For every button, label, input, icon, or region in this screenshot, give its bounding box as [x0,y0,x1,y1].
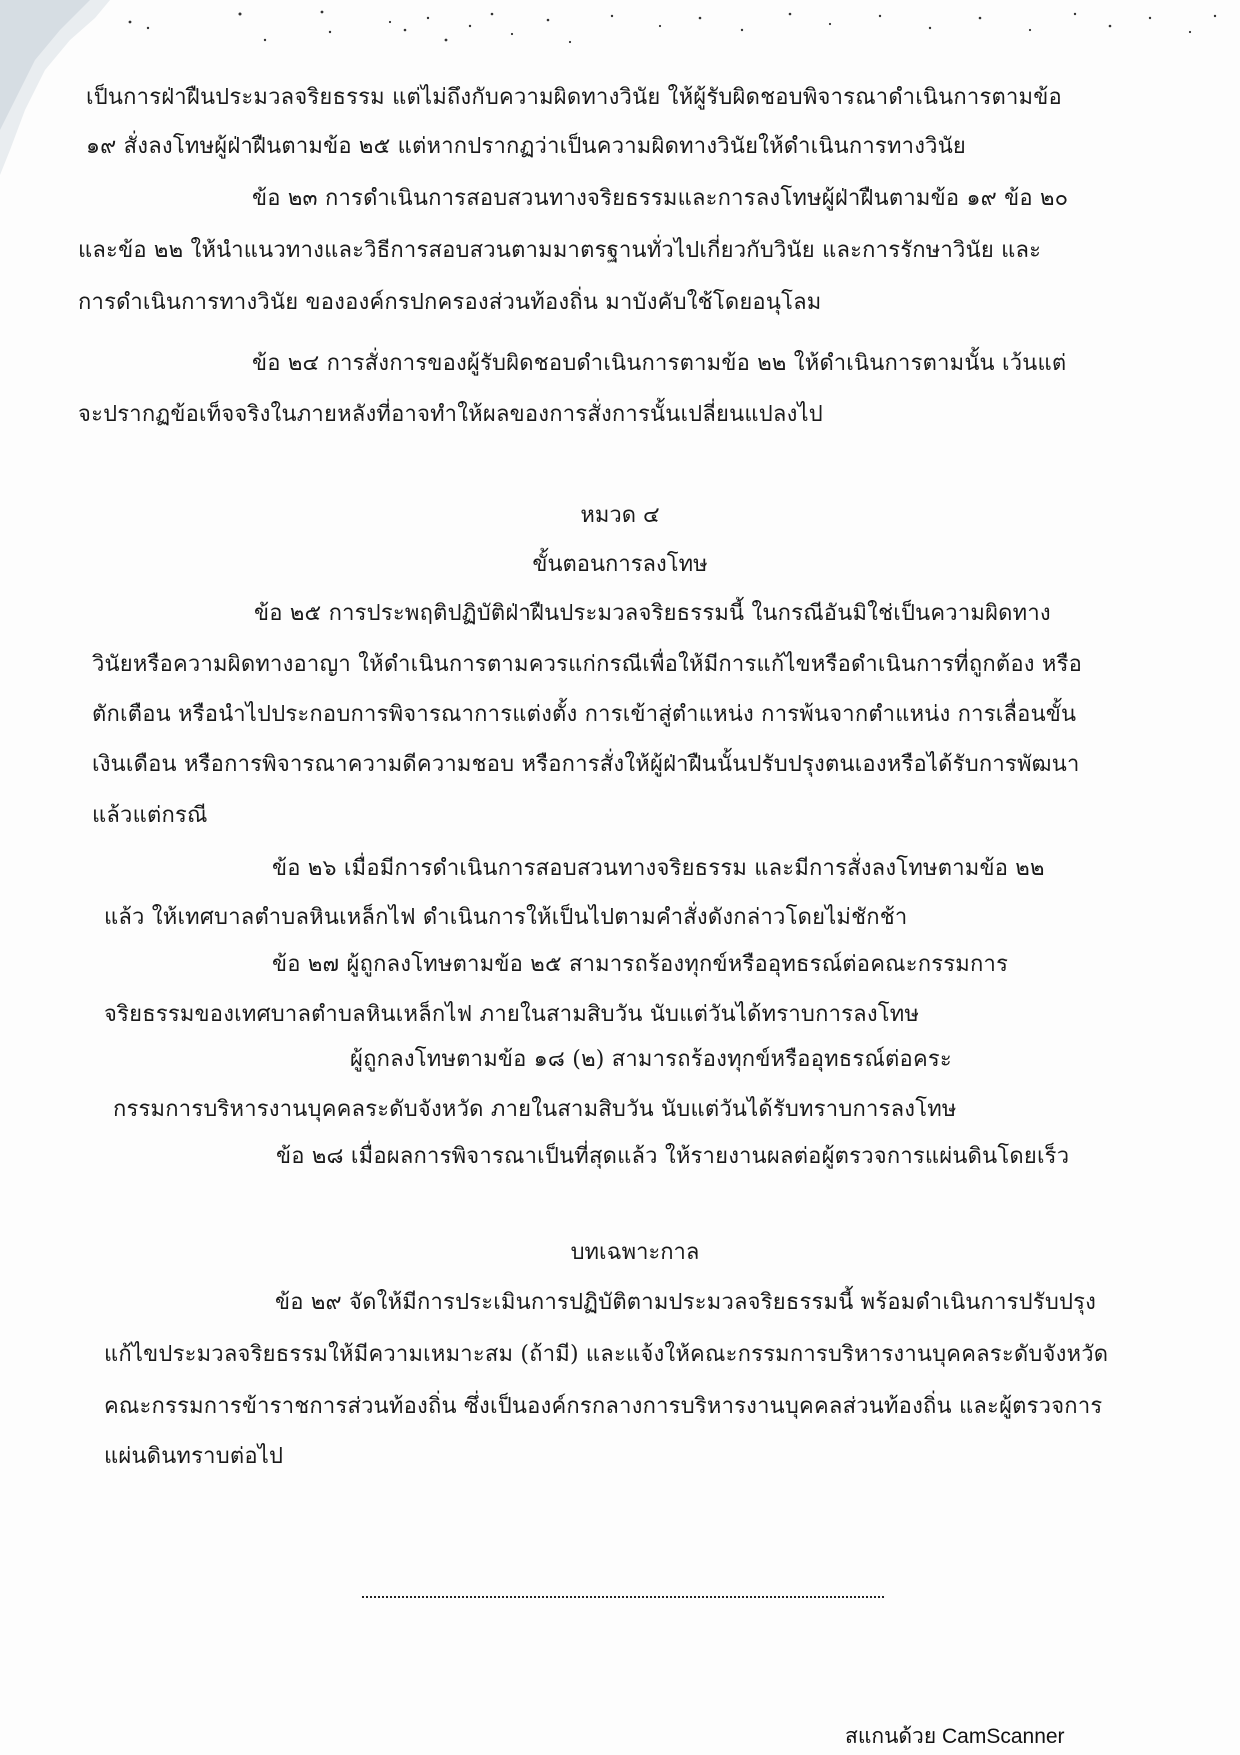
body-line: การดำเนินการทางวินัย ขององค์กรปกครองส่วนท้องถิ่น มาบังคับใช้โดยอนุโลม [78,290,822,315]
body-line: กรรมการบริหารงานบุคคลระดับจังหวัด ภายในสามสิบวัน นับแต่วันได้รับทราบการลงโทษ [113,1097,957,1122]
body-line: ข้อ ๒๘ เมื่อผลการพิจารณาเป็นที่สุดแล้ว ให้รายงานผลต่อผู้ตรวจการแผ่นดินโดยเร็ว [276,1144,1070,1169]
body-line: ข้อ ๒๓ การดำเนินการสอบสวนทางจริยธรรมและการลงโทษผู้ฝ่าฝืนตามข้อ ๑๙ ข้อ ๒๐ [252,186,1069,211]
transitional-heading: บทเฉพาะกาล [570,1240,700,1265]
body-line: วินัยหรือความผิดทางอาญา ให้ดำเนินการตามควรแก่กรณีเพื่อให้มีการแก้ไขหรือดำเนินการที่ถูกต้อง หรือ [92,652,1083,677]
body-line: ข้อ ๒๔ การสั่งการของผู้รับผิดชอบดำเนินการตามข้อ ๒๒ ให้ดำเนินการตามนั้น เว้นแต่ [252,351,1067,376]
body-line: จริยธรรมของเทศบาลตำบลหินเหล็กไฟ ภายในสามสิบวัน นับแต่วันได้ทราบการลงโทษ [104,1002,920,1027]
body-line: ตักเตือน หรือนำไปประกอบการพิจารณาการแต่งตั้ง การเข้าสู่ตำแหน่ง การพ้นจากตำแหน่ง การเลื่อนขั้น [92,702,1077,727]
body-line: ข้อ ๒๕ การประพฤติปฏิบัติฝ่าฝืนประมวลจริยธรรมนี้ ในกรณีอันมิใช่เป็นความผิดทาง [254,601,1051,626]
body-line: ผู้ถูกลงโทษตามข้อ ๑๘ (๒) สามารถร้องทุกข์หรืออุทธรณ์ต่อคระ [350,1047,952,1072]
camscanner-watermark: สแกนด้วย CamScanner [845,1725,1065,1748]
body-line: เป็นการฝ่าฝืนประมวลจริยธรรม แต่ไม่ถึงกับความผิดทางวินัย ให้ผู้รับผิดชอบพิจารณาดำเนินการตามข้อ [86,85,1062,110]
body-line: และข้อ ๒๒ ให้นำแนวทางและวิธีการสอบสวนตามมาตรฐานทั่วไปเกี่ยวกับวินัย และการรักษาวินัย และ [78,238,1042,263]
end-dotted-rule [362,1596,884,1598]
body-line: ข้อ ๒๗ ผู้ถูกลงโทษตามข้อ ๒๕ สามารถร้องทุกข์หรืออุทธรณ์ต่อคณะกรรมการ [272,952,1009,977]
body-line: ข้อ ๒๙ จัดให้มีการประเมินการปฏิบัติตามประมวลจริยธรรมนี้ พร้อมดำเนินการปรับปรุง [275,1290,1097,1315]
body-line: แก้ไขประมวลจริยธรรมให้มีความเหมาะสม (ถ้ามี) และแจ้งให้คณะกรรมการบริหารงานบุคคลระดับจังหวัด [104,1342,1109,1367]
body-line: แล้วแต่กรณี [92,803,208,828]
body-line: จะปรากฏข้อเท็จจริงในภายหลังที่อาจทำให้ผลของการสั่งการนั้นเปลี่ยนแปลงไป [78,402,823,427]
body-line: คณะกรรมการข้าราชการส่วนท้องถิ่น ซึ่งเป็นองค์กรกลางการบริหารงานบุคคลส่วนท้องถิ่น และผู้ตรวจการ [104,1394,1103,1419]
body-line: แล้ว ให้เทศบาลตำบลหินเหล็กไฟ ดำเนินการให้เป็นไปตามคำสั่งดังกล่าวโดยไม่ชักช้า [104,905,908,930]
body-line: เงินเดือน หรือการพิจารณาความดีความชอบ หรือการสั่งให้ผู้ฝ่าฝืนนั้นปรับปรุงตนเองหรือได้รับการพัฒนา [92,752,1080,777]
chapter-title: ขั้นตอนการลงโทษ [532,552,708,577]
body-line: แผ่นดินทราบต่อไป [104,1444,284,1469]
body-line: ข้อ ๒๖ เมื่อมีการดำเนินการสอบสวนทางจริยธรรม และมีการสั่งลงโทษตามข้อ ๒๒ [272,856,1045,881]
scan-noise-speckles [0,0,1240,60]
body-line: ๑๙ สั่งลงโทษผู้ฝ่าฝืนตามข้อ ๒๕ แต่หากปรากฏว่าเป็นความผิดทางวินัยให้ดำเนินการทางวินัย [86,134,967,159]
chapter-heading: หมวด ๔ [580,503,660,528]
